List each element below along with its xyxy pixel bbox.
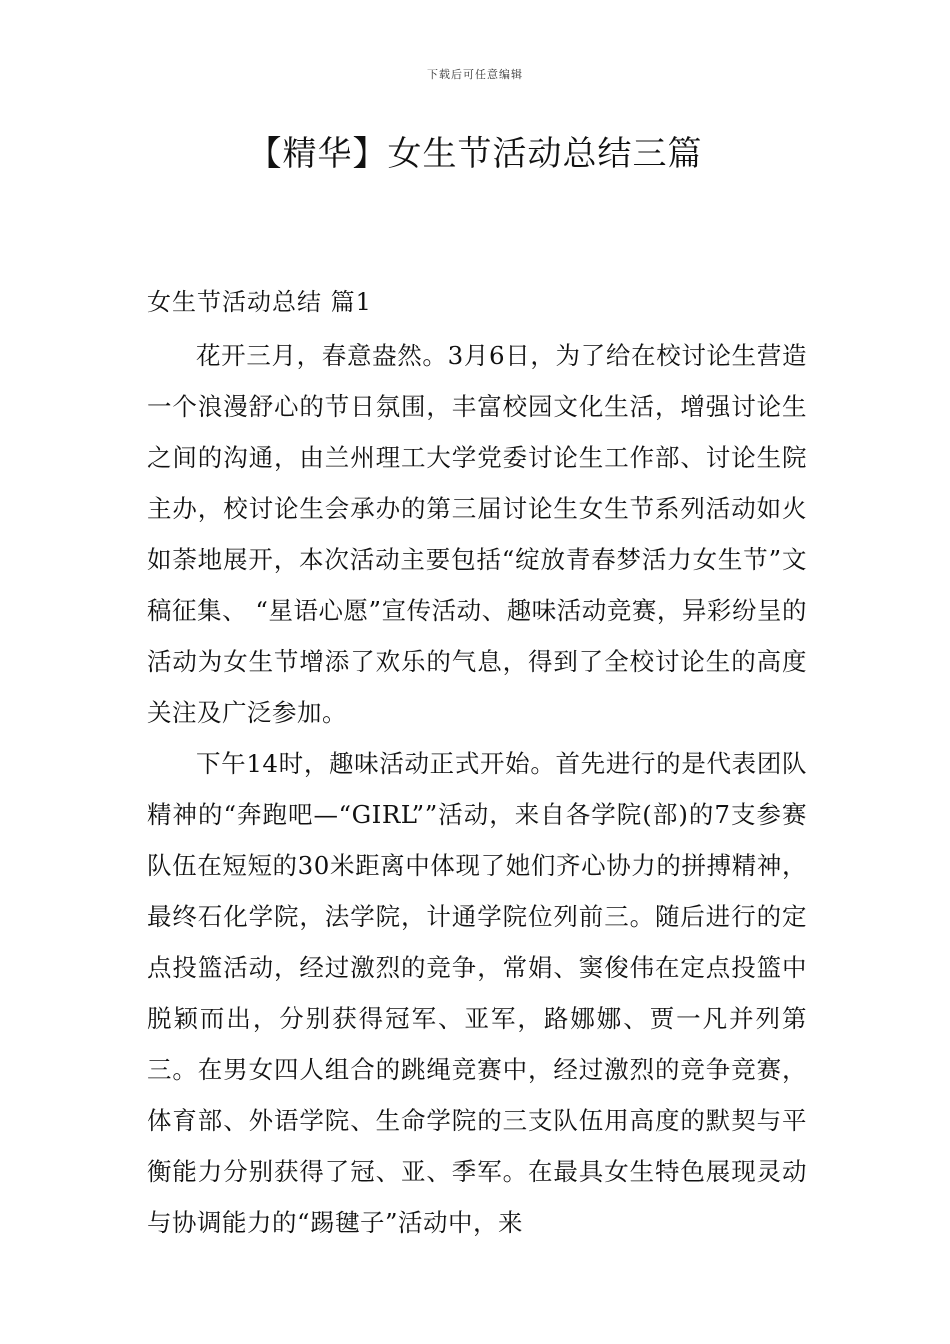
paragraph-2: 下午14时，趣味活动正式开始。首先进行的是代表团队精神的“奔跑吧—“GIRL””活动，来自各学院(部)的7支参赛队伍在短短的30米距离中体现了她们齐心协力的拼搏精神，最终石化学院，法学院，计通学院位列前三。随后进行的定点投篮活动，经过激烈的竞争，常娟、窦俊伟在定点投篮中脱颖而出，分别获得冠军、亚军，路娜娜、贾一凡并列第三。在男女四人组合的跳绳竞赛中，经过激烈的竞争竞赛，体育部、外语学院、生命学院的三支队伍用高度的默契与平衡能力分别获得了冠、亚、季军。在最具女生特色展现灵动与协调能力的“踢毽子”活动中，来 <box>147 749 807 1237</box>
header-note: 下载后可任意编辑 <box>427 68 523 81</box>
section-heading: 女生节活动总结 篇1 <box>147 288 372 316</box>
body-text <box>147 330 807 1248</box>
paragraph-1: 花开三月，春意盎然。3月6日，为了给在校讨论生营造一个浪漫舒心的节日氛围，丰富校园文化生活，增强讨论生之间的沟通，由兰州理工大学党委讨论生工作部、讨论生院主办，校讨论生会承办的第三届讨论生女生节系列活动如火如荼地展开，本次活动主要包括“绽放青春梦活力女生节”文稿征集、 “星语心愿”宣传活动、趣味活动竞赛，异彩纷呈的活动为女生节增添了欢乐的气息，得到了全校讨论生的高度关注及广泛参加。 <box>147 341 807 727</box>
document-title: 【精华】女生节活动总结三篇 <box>247 134 703 174</box>
